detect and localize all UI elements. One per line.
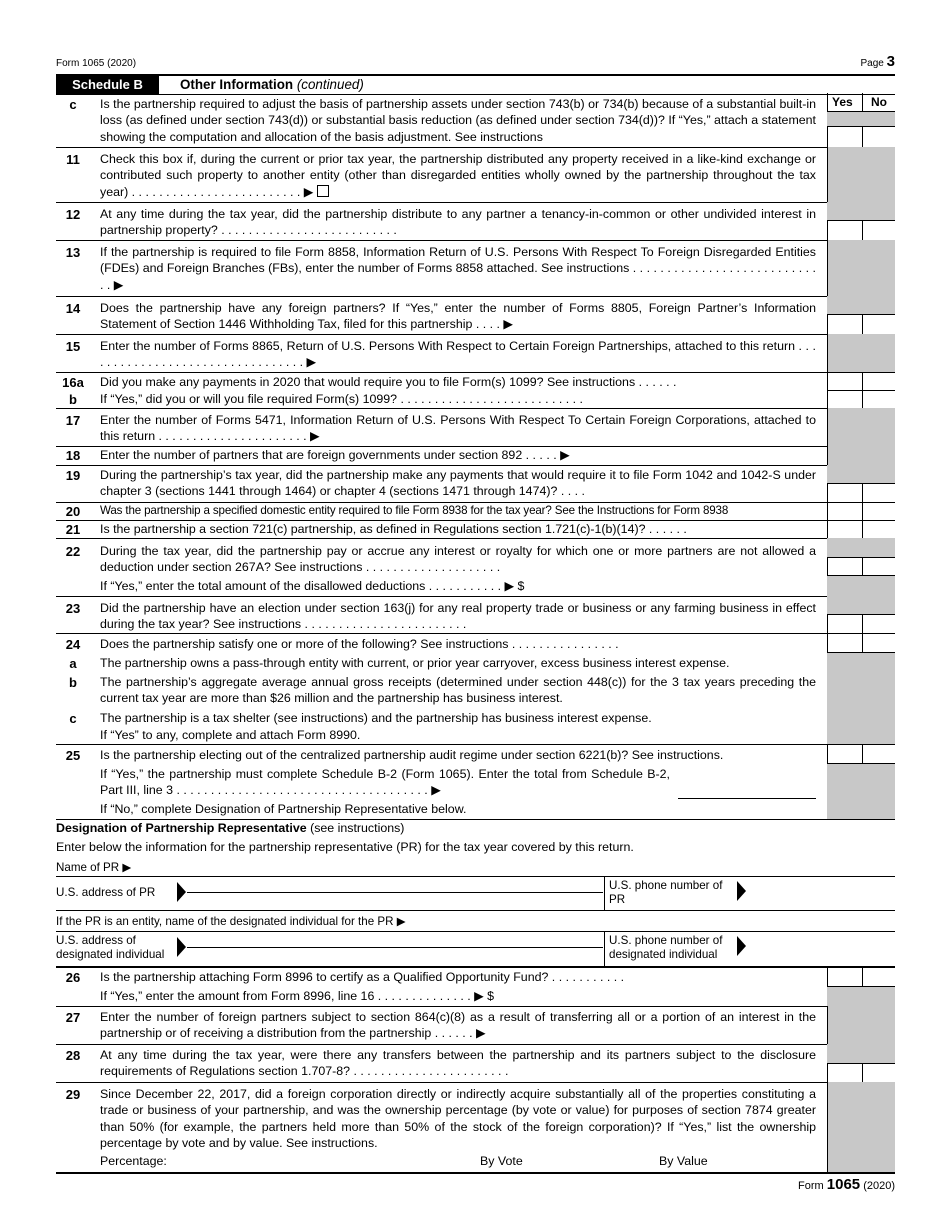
question-15: 15 Enter the number of Forms 8865, Return of U.S. Persons With Respect to Certain Foreign Partnerships, attached to this return . . . . . . . . . . . . . . . . . . . . . . . . . . . . . . . . . ▶: [56, 334, 895, 373]
question-25: 25 Is the partnership electing out of the centralized partnership audit regime under section 6221(b)? See instructions. If “Yes,” the partnership must complete Schedule B-2 (Form 1065). Enter the total from Schedule B-2, Part III, line 3 . . . . . . . . . . . . . . . . . . . . . . . . . . . . . . . . . . . . . ▶ If “No,” complete Designation of Partnership Representative below.: [56, 744, 895, 820]
question-27: 27 Enter the number of foreign partners subject to section 864(c)(8) as a result of transferring all or a portion of an interest in the partnership or of receiving a distribution from the partnership . . . . . . ▶: [56, 1006, 895, 1045]
question-19: 19 During the partnership’s tax year, did the partnership make any payments that would require it to file Form 1042 and 1042-S under chapter 3 (sections 1441 through 1464) or chapter 4 (sections 1471 through 1474)? . . . .: [56, 465, 895, 503]
schedule-title: Other Information (continued): [180, 77, 364, 92]
question-26: 26 Is the partnership attaching Form 8996 to certify as a Qualified Opportunity Fund? . . . . . . . . . . . If “Yes,” enter the amount from Form 8996, line 16 . . . . . . . . . . . . . . ▶ $: [56, 967, 895, 1007]
like-kind-checkbox[interactable]: [317, 185, 329, 197]
schedule-heading: [56, 74, 895, 95]
q20-yes[interactable]: [827, 502, 863, 520]
schedule-tag: Schedule B: [56, 76, 159, 94]
question-23: 23 Did the partnership have an election under section 163(j) for any real property trade or business or any farming business in effect during the tax year? See instructions . . . . . . . . . . . . . . . . . . . . . . . .: [56, 596, 895, 634]
q21-yes[interactable]: [827, 520, 863, 538]
page-number: Page 3: [860, 53, 895, 70]
question-12: 12 At any time during the tax year, did the partnership distribute to any partner a tenancy-in-common or other undivided interest in partnership property? . . . . . . . . . . . . . . . . . . . . . . . . . .: [56, 202, 895, 241]
arrow-icon: [737, 881, 746, 901]
question-28: 28 At any time during the tax year, were there any transfers between the partnership and its partners subject to the disclosure requirements of Regulations section 1.707-8? . . . . . . . . . . . . . . . . . . . . . . .: [56, 1044, 895, 1083]
pr-name-field[interactable]: Name of PR ▶: [56, 857, 895, 877]
pr-address-row: U.S. address of PR U.S. phone number of PR: [56, 876, 895, 911]
form-header: [56, 53, 895, 76]
question-11: 11 Check this box if, during the current or prior tax year, the partnership distributed any property received in a like-kind exchange or contributed such property to another entity (other than disregarded entities wholly owned by the partnership throughout the tax year) . . . . . . . . . . . . . . . . . . . . . . . . . ▶: [56, 147, 895, 203]
form-id: Form 1065 (2020): [56, 58, 137, 69]
q20-no[interactable]: [862, 502, 895, 520]
no-header: No: [871, 95, 887, 109]
pr-entity-field[interactable]: If the PR is an entity, name of the designated individual for the PR ▶: [56, 910, 895, 932]
pr-address-input[interactable]: [187, 892, 603, 893]
question-14: 14 Does the partnership have any foreign partners? If “Yes,” enter the number of Forms 8805, Foreign Partner’s Information Statement of Section 1446 Withholding Tax, filed for this partnership . . . . ▶: [56, 296, 895, 335]
designated-address-input[interactable]: [187, 947, 603, 948]
arrow-icon: [177, 882, 186, 902]
question-22: 22 During the tax year, did the partnership pay or accrue any interest or royalty for which one or more partners are not allowed a deduction under section 267A? See instructions . . . . . . . . . . . . . . . . . . . . If “Yes,” enter the total amount of the disallowed deductions . . . . . . . . . . . ▶ $: [56, 538, 895, 597]
arrow-icon: [737, 936, 746, 956]
question-24: 24 Does the partnership satisfy one or more of the following? See instructions . . . . . . . . . . . . . . . . a The partnership owns a pass-through entity with current, or prior year carryover, excess business interest expense. b The partnership’s aggregate average annual gross receipts (determined under section 448(c)) for the 3 tax years preceding the current tax year are more than $26 million and the partnership has business interest. c The partnership is a tax shelter (see instructions) and the partnership has business interest expense. If “Yes” to any, complete and attach Form 8990.: [56, 633, 895, 745]
schedule-b2-total-field[interactable]: [678, 798, 816, 799]
q21-no[interactable]: [862, 520, 895, 538]
arrow-icon: [177, 937, 186, 957]
by-vote-label: By Vote: [480, 1154, 523, 1168]
question-13: 13 If the partnership is required to file Form 8858, Information Return of U.S. Persons With Respect To Foreign Disregarded Entities (FDEs) and Foreign Branches (FBs), enter the number of Forms 8858 attached. See instructions . . . . . . . . . . . . . . . . . . . . . . . . . . . . . ▶: [56, 240, 895, 297]
designated-individual-row: U.S. address of designated individual U.S. phone number of designated individual: [56, 931, 895, 968]
form-page: Form 1065 (2020) Page 3 Schedule B Other Information (continued) c Is the partnership required to adjust the basis of partnership assets under section 743(b) or 734(b) because of a substantial built-in loss (as defined under section 743(d)) or substantial basis reduction (as defined under section 734(d))? If “Yes,” attach a statement showing the computation and allocation of the basis adjustment. See instructions Yes No 11 Check this box if, during the current or prior tax year, the partnership distributed any property received in a like-kind exchange or contributed such property to another entity (other than disregarded entities wholly owned by the partnership throughout the tax year) . . . . . . . . . . . . . . . . . . . . . . . . . ▶ 12 At any time during the tax year, did the partnership distribute to any partner a tenancy-in-common or other undivided interest in partnership property? . . . . . . . . . . . . . . . . . . . . . . . . . . 13 If the partnership is required to file Form 8858, Information Return of U.S. Persons With Respect To Foreign Disregarded Entities (FDEs) and Foreign Branches (FBs), enter the number of Forms 8858 attached. See instructions . . . . . . . . . . . . . . . . . . . . . . . . . . . . . ▶ 14 Does the partnership have any foreign partners? If “Yes,” enter the number of Forms 8805, Foreign Partner’s Information Statement of Section 1446 Withholding Tax, filed for this partnership . . . . ▶ 15 Enter the number of Forms 8865, Return of U.S. Persons With Respect to Certain Foreign Partnerships, attached to this return . . . . . . . . . . . . . . . . . . . . . . . . . . . . . . . . . ▶ 16a Did you make any payments in 2020 that would require you to file Form(s) 1099? See instructions . . . . . . b If “Yes,” did you or will you file required Form(s) 1099? . . . . . . . . . . . . . . . . . . . . . . . . . . . 17 Enter the number of Forms 5471, Information Return of U.S. Persons With Respect To Certain Foreign Corporations, attached to this return . . . . . . . . . . . . . . . . . . . . . . ▶ 18 Enter the number of partners that are foreign governments under section 892 . . . . . ▶ 19 During the partnership’s tax year, did the partnership make any payments that would require it to file Form 1042 and 1042-S under chapter 3 (sections 1441 through 1464) or chapter 4 (sections 1471 through 1474)? . . . . 20 Was the partnership a specified domestic entity required to file Form 8938 for the tax year? See the Instructions for Form 8938 21 Is the partnership a section 721(c) partnership, as defined in Regulations section 1.721(c)-1(b)(14)? . . . . . . 22 During the tax year, did the partnership pay or accrue any interest or royalty for which one or more partners are not allowed a deduction under section 267A? See instructions . . . . . . . . . . . . . . . . . . . . If “Yes,” enter the total amount of the disallowed deductions . . . . . . . . . . . ▶ $ 23 Did the partnership have an election under section 163(j) for any real property trade or business or any farming business in effect during the tax year? See instructions . . . . . . . . . . . . . . . . . . . . . . . . 24 Does the partnership satisfy one or more of the following? See instructions . . . . . . . . . . . . . . . . a The partnership owns a pass-through entity with current, or prior year carryover, excess business interest expense. b The partnership’s aggregate average annual gross receipts (determined under section 448(c)) for the 3 tax years preceding the current tax year are more than $26 million and the partnership has business interest. c The partnership is a tax shelter (see instructions) and the partnership has business interest expense. If “Yes” to any, complete and attach Form 8990. 25 Is the partnership electing out of the centralized partnership audit regime under section 6221(b)? See instructions. If “Yes,” the partnership must complete Schedule B-2 (Form 1065). Enter the total from Schedule B-2, Part III, line 3 . . . . . . . . . . . . . . . . . . . . . . . . . . . . . . . . . . . . . ▶ If “No,” complete Designation of Partnership Representative below. Designation of Partnership Representative (see instructions) Enter below the information for the partnership representative (PR) for the tax year covered by this return. Name of PR ▶ U.S. address of PR U.S. phone number of PR If the PR is an entity, name of the designated individual for the PR ▶ U.S. address of designated individual U.S. phone number of designated individual 26 Is the partnership attaching Form 8996 to certify as a Qualified Opportunity Fund? . . . . . . . . . . . If “Yes,” enter the amount from Form 8996, line 16 . . . . . . . . . . . . . . ▶ $ 27 Enter the number of foreign partners subject to section 864(c)(8) as a result of transferring all or a portion of an interest in the partnership or of receiving a distribution from the partnership . . . . . . ▶ 28 At any time during the tax year, were there any transfers between the partnership and its partners subject to the disclosure requirements of Regulations section 1.707-8? . . . . . . . . . . . . . . . . . . . . . . . 29 Since December 22, 2017, did a foreign corporation directly or indirectly acquire substantially all of the properties constituting a trade or business of your partnership, and was the ownership percentage (by vote or value) for purposes of section 7874 greater than 50% (for example, the partners held more than 50% of the stock of the foreign corporation)? If “Yes,” list the ownership percentage by vote and by value. See instructions. Percentage: By Vote By Value Form 1065 (2020): [56, 53, 895, 1193]
question-16: 16a Did you make any payments in 2020 that would require you to file Form(s) 1099? See instructions . . . . . . b If “Yes,” did you or will you file required Form(s) 1099? . . . . . . . . . . . . . . . . . . . . . . . . . . .: [56, 372, 895, 409]
by-value-label: By Value: [659, 1154, 708, 1168]
question-18: 18 Enter the number of partners that are foreign governments under section 892 . . . . . ▶: [56, 446, 895, 466]
question-17: 17 Enter the number of Forms 5471, Information Return of U.S. Persons With Respect To Certain Foreign Corporations, attached to this return . . . . . . . . . . . . . . . . . . . . . . ▶: [56, 408, 895, 447]
form-footer: Form 1065 (2020): [798, 1176, 895, 1193]
yes-header: Yes: [832, 95, 853, 109]
question-c: c Is the partnership required to adjust the basis of partnership assets under section 743(b) or 734(b) because of a substantial built-in loss (as defined under section 743(d)) or substantial basis reduction (as defined under section 734(d))? If “Yes,” attach a statement showing the computation and allocation of the basis adjustment. See instructions Yes No: [56, 93, 895, 148]
question-21: 21 Is the partnership a section 721(c) partnership, as defined in Regulations section 1.721(c)-1(b)(14)? . . . . . .: [56, 520, 895, 539]
question-29: 29 Since December 22, 2017, did a foreign corporation directly or indirectly acquire substantially all of the properties constituting a trade or business of your partnership, and was the ownership percentage (by vote or value) for purposes of section 7874 greater than 50% (for example, the partners held more than 50% of the stock of the foreign corporation)? If “Yes,” list the ownership percentage by vote and by value. See instructions. Percentage: By Vote By Value: [56, 1082, 895, 1174]
question-20: 20 Was the partnership a specified domestic entity required to file Form 8938 for the tax year? See the Instructions for Form 8938: [56, 502, 895, 521]
